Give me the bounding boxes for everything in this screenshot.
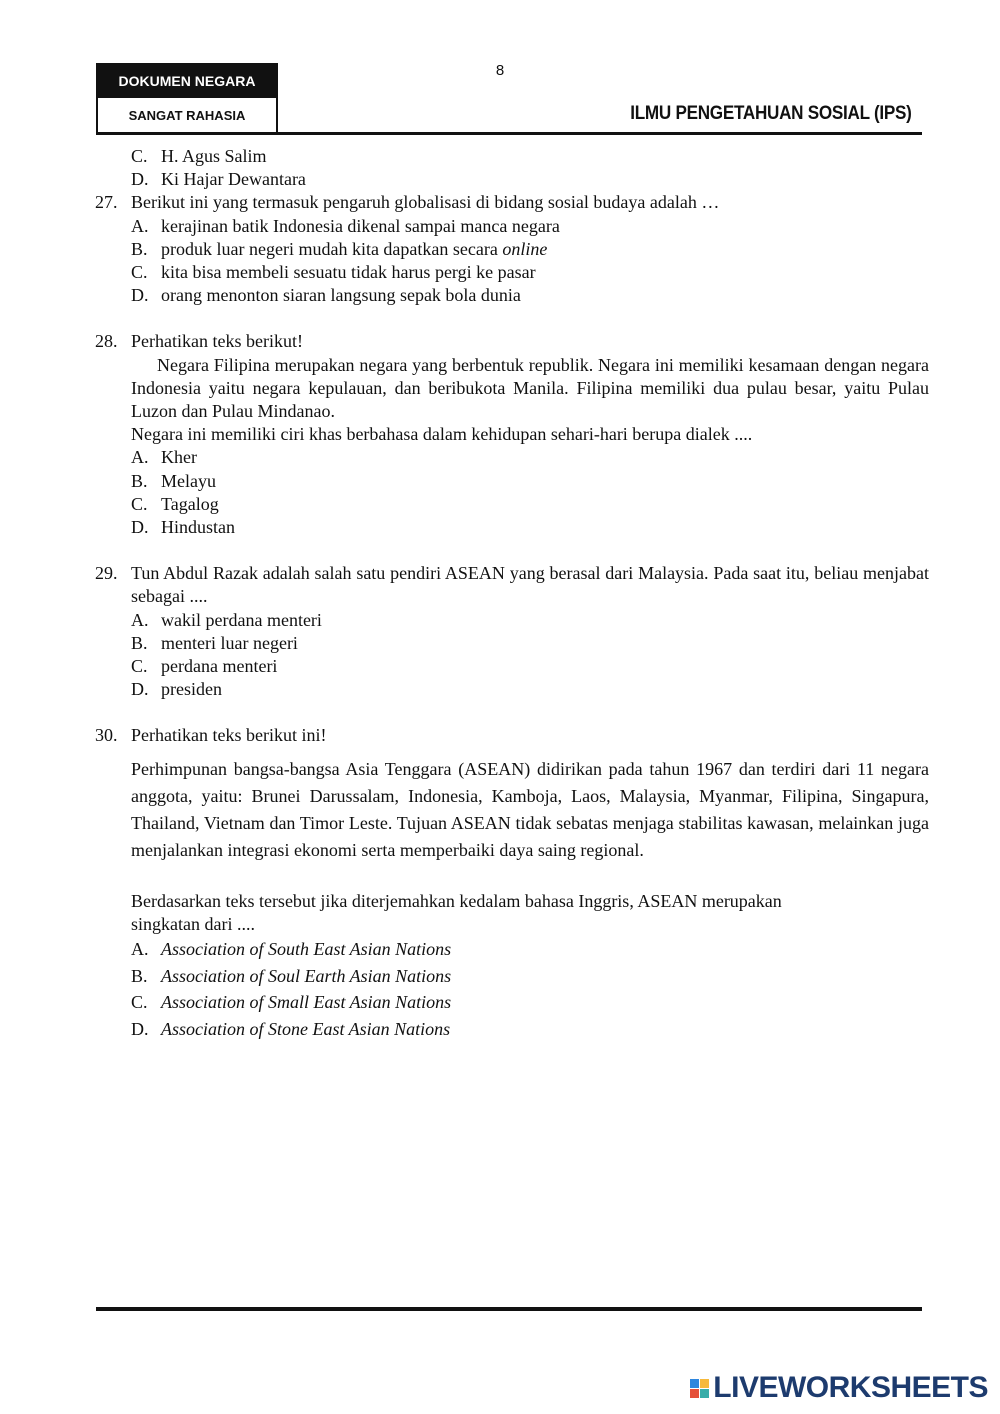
option-text: kerajinan batik Indonesia dikenal sampai manca negara xyxy=(161,215,560,236)
q29-stem xyxy=(95,562,929,608)
option-text xyxy=(161,238,547,261)
question-content xyxy=(95,145,929,1042)
question-number: 28. xyxy=(95,331,118,352)
q26-option-c xyxy=(131,145,929,168)
logo-square xyxy=(700,1379,709,1388)
q29-option-a xyxy=(131,609,929,632)
option-text-italic: online xyxy=(502,238,548,259)
option-letter: B. xyxy=(131,470,148,491)
option-letter: C. xyxy=(131,146,148,166)
option-letter: C. xyxy=(131,656,148,677)
question-number: 29. xyxy=(95,563,118,584)
q30-option-c xyxy=(131,989,929,1016)
option-text: wakil perdana menteri xyxy=(161,609,322,630)
option-letter: A. xyxy=(131,447,149,468)
q28-question: Negara ini memiliki ciri khas berbahasa dalam kehidupan sehari-hari berupa dialek .... xyxy=(131,424,753,445)
secrecy-label: SANGAT RAHASIA xyxy=(96,98,278,134)
logo-square xyxy=(690,1379,699,1388)
q30-passage: Perhimpunan bangsa-bangsa Asia Tenggara (ASEAN) didirikan pada tahun 1967 dan terdiri dari 11 negara anggota, yaitu: Brunei Darussalam, Indonesia, Kamboja, Laos, Malaysia, Myanmar, Filipina, Singapura, Thailand, Vietnam dan Timor Leste. Tujuan ASEAN tidak sebatas menjaga stabilitas kawasan, melainkan juga menjalankan integrasi ekonomi serta memperbaiki daya saing regional. xyxy=(131,758,929,860)
q27-option-c xyxy=(131,261,929,284)
document-classification-label: DOKUMEN NEGARA xyxy=(96,63,278,98)
header-divider xyxy=(96,132,922,135)
question-text: Berikut ini yang termasuk pengaruh globalisasi di bidang sosial budaya adalah … xyxy=(131,192,720,213)
option-text: menteri luar negeri xyxy=(161,632,298,653)
option-letter: D. xyxy=(131,517,149,538)
question-text: Perhatikan teks berikut ini! xyxy=(131,725,327,746)
question-text: Perhatikan teks berikut! xyxy=(131,331,303,352)
option-letter: A. xyxy=(131,215,149,236)
q30-option-d xyxy=(131,1016,929,1043)
option-text: Association of Soul Earth Asian Nations xyxy=(161,965,452,986)
q27-stem xyxy=(95,191,929,214)
option-letter: B. xyxy=(131,965,148,986)
footer-divider xyxy=(96,1307,922,1311)
question-number: 27. xyxy=(95,192,118,213)
subject-title: ILMU PENGETAHUAN SOSIAL (IPS) xyxy=(630,103,912,124)
option-text: H. Agus Salim xyxy=(161,146,267,166)
q28-stem xyxy=(95,330,929,353)
q28-option-a xyxy=(131,446,929,469)
q29-option-d xyxy=(131,678,929,701)
q27-option-a xyxy=(131,215,929,238)
q27-option-d xyxy=(131,284,929,307)
q30-stem xyxy=(95,724,929,747)
option-text: Kher xyxy=(161,447,197,468)
liveworksheets-text: LIVEWORKSHEETS xyxy=(713,1371,988,1404)
q28-passage: Negara Filipina merupakan negara yang berbentuk republik. Negara ini memiliki kesamaan dengan negara Indonesia yaitu negara kepulauan, dan beribukota Manila. Filipina memiliki dua pulau besar, yaitu Pulau Luzon dan Pulau Mindanao. xyxy=(131,354,929,422)
option-text: kita bisa membeli sesuatu tidak harus pergi ke pasar xyxy=(161,262,536,283)
option-text: Association of South East Asian Nations xyxy=(161,939,452,960)
option-text: Hindustan xyxy=(161,517,235,538)
option-letter: D. xyxy=(131,285,149,306)
option-letter: C. xyxy=(131,493,148,514)
option-text: perdana menteri xyxy=(161,656,278,677)
question-number: 30. xyxy=(95,725,118,746)
logo-square xyxy=(690,1389,699,1398)
option-letter: D. xyxy=(131,169,149,190)
liveworksheets-logo-icon xyxy=(690,1379,709,1398)
option-letter: D. xyxy=(131,1018,149,1039)
liveworksheets-watermark xyxy=(690,1371,988,1405)
q29-option-b xyxy=(131,632,929,655)
option-text: presiden xyxy=(161,679,222,700)
page-number: 8 xyxy=(495,62,505,79)
q30-option-a xyxy=(131,936,929,963)
option-letter: A. xyxy=(131,939,149,960)
q30-question-line-1: Berdasarkan teks tersebut jika diterjemahkan kedalam bahasa Inggris, ASEAN merupakan xyxy=(131,890,782,911)
option-text: Melayu xyxy=(161,470,216,491)
q27-option-b xyxy=(131,238,929,261)
option-text-main: produk luar negeri mudah kita dapatkan secara xyxy=(161,238,503,259)
option-letter: B. xyxy=(131,238,148,259)
option-text: orang menonton siaran langsung sepak bola dunia xyxy=(161,285,521,306)
option-text: Association of Small East Asian Nations xyxy=(161,992,452,1013)
option-text: Tagalog xyxy=(161,493,219,514)
option-letter: A. xyxy=(131,609,149,630)
q26-option-d xyxy=(131,168,929,191)
q29-option-c xyxy=(131,655,929,678)
option-text: Association of Stone East Asian Nations xyxy=(161,1018,451,1039)
logo-square xyxy=(700,1389,709,1398)
option-text: Ki Hajar Dewantara xyxy=(161,169,306,190)
option-letter: B. xyxy=(131,632,148,653)
q28-option-d xyxy=(131,516,929,539)
q28-option-c xyxy=(131,493,929,516)
q30-question-line-2: singkatan dari .... xyxy=(131,913,255,934)
question-text: Tun Abdul Razak adalah salah satu pendiri ASEAN yang berasal dari Malaysia. Pada saat itu, beliau menjabat sebagai .... xyxy=(131,563,929,607)
option-letter: D. xyxy=(131,679,149,700)
option-letter: C. xyxy=(131,992,148,1013)
option-letter: C. xyxy=(131,262,148,283)
q30-option-b xyxy=(131,963,929,990)
q28-option-b xyxy=(131,470,929,493)
